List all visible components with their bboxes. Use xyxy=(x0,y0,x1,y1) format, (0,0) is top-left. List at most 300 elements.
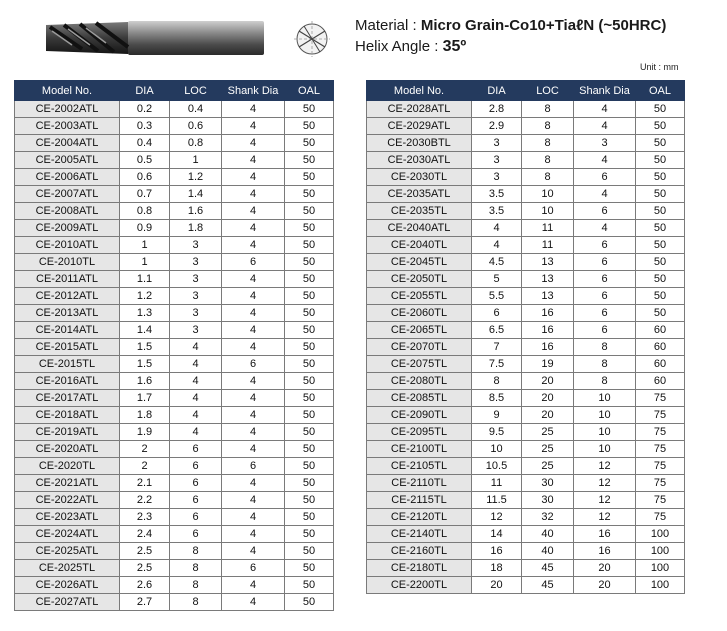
table-header-row xyxy=(15,81,334,101)
loc-cell: 11 xyxy=(522,237,574,254)
oal-cell: 75 xyxy=(636,458,685,475)
oal-cell: 50 xyxy=(636,135,685,152)
oal-cell: 60 xyxy=(636,356,685,373)
model-cell: CE-2030ATL xyxy=(367,152,472,169)
oal-cell: 50 xyxy=(285,322,334,339)
dia-cell: 7 xyxy=(472,339,522,356)
loc-cell: 1 xyxy=(170,152,222,169)
shank-dia-cell: 6 xyxy=(222,560,285,577)
loc-cell: 45 xyxy=(522,560,574,577)
table-row xyxy=(367,373,685,390)
table-row xyxy=(367,288,685,305)
dia-cell: 0.4 xyxy=(120,135,170,152)
spec-table-right xyxy=(366,80,685,594)
dia-cell: 0.9 xyxy=(120,220,170,237)
oal-cell: 50 xyxy=(285,118,334,135)
loc-cell: 1.8 xyxy=(170,220,222,237)
oal-cell: 50 xyxy=(636,152,685,169)
material-spec xyxy=(355,17,666,34)
shank-dia-cell: 4 xyxy=(222,577,285,594)
oal-cell: 50 xyxy=(285,101,334,118)
dia-cell: 11 xyxy=(472,475,522,492)
dia-cell: 1.5 xyxy=(120,356,170,373)
model-cell: CE-2035ATL xyxy=(367,186,472,203)
dia-cell: 1.4 xyxy=(120,322,170,339)
model-cell: CE-2050TL xyxy=(367,271,472,288)
loc-cell: 8 xyxy=(522,169,574,186)
shank-dia-cell: 10 xyxy=(574,441,636,458)
dia-cell: 1.6 xyxy=(120,373,170,390)
table-header-row xyxy=(367,81,685,101)
shank-dia-cell: 10 xyxy=(574,424,636,441)
dia-cell: 1.3 xyxy=(120,305,170,322)
shank-dia-cell: 6 xyxy=(574,237,636,254)
loc-cell: 40 xyxy=(522,543,574,560)
table-row xyxy=(367,509,685,526)
unit-label: Unit : mm xyxy=(640,62,679,72)
oal-cell: 50 xyxy=(285,237,334,254)
table-row xyxy=(15,118,334,135)
table-row xyxy=(367,424,685,441)
dia-cell: 4.5 xyxy=(472,254,522,271)
model-cell: CE-2015ATL xyxy=(15,339,120,356)
model-cell: CE-2018ATL xyxy=(15,407,120,424)
oal-cell: 50 xyxy=(285,152,334,169)
model-cell: CE-2022ATL xyxy=(15,492,120,509)
loc-cell: 8 xyxy=(522,135,574,152)
shank-dia-cell: 3 xyxy=(574,135,636,152)
loc-cell: 3 xyxy=(170,271,222,288)
shank-dia-cell: 6 xyxy=(222,458,285,475)
dia-cell: 20 xyxy=(472,577,522,594)
table-row xyxy=(15,560,334,577)
loc-cell: 1.6 xyxy=(170,203,222,220)
loc-cell: 6 xyxy=(170,475,222,492)
loc-cell: 10 xyxy=(522,186,574,203)
shank-dia-cell: 8 xyxy=(574,373,636,390)
dia-cell: 9.5 xyxy=(472,424,522,441)
oal-cell: 50 xyxy=(285,288,334,305)
oal-cell: 50 xyxy=(285,407,334,424)
shank-dia-cell: 6 xyxy=(222,356,285,373)
table-row xyxy=(367,356,685,373)
table-row xyxy=(367,101,685,118)
table-row xyxy=(15,390,334,407)
dia-cell: 8.5 xyxy=(472,390,522,407)
loc-cell: 13 xyxy=(522,288,574,305)
helix-label: Helix Angle : xyxy=(355,38,439,55)
shank-dia-cell: 4 xyxy=(222,118,285,135)
loc-cell: 20 xyxy=(522,407,574,424)
shank-dia-cell: 20 xyxy=(574,577,636,594)
loc-cell: 32 xyxy=(522,509,574,526)
oal-cell: 50 xyxy=(636,237,685,254)
dia-cell: 3 xyxy=(472,169,522,186)
table-row xyxy=(15,407,334,424)
oal-cell: 50 xyxy=(636,118,685,135)
oal-cell: 50 xyxy=(285,135,334,152)
loc-cell: 25 xyxy=(522,441,574,458)
dia-cell: 2.4 xyxy=(120,526,170,543)
loc-cell: 8 xyxy=(522,101,574,118)
model-cell: CE-2005ATL xyxy=(15,152,120,169)
shank-dia-cell: 8 xyxy=(574,356,636,373)
oal-cell: 75 xyxy=(636,475,685,492)
dia-cell: 0.2 xyxy=(120,101,170,118)
header-loc: LOC xyxy=(522,81,574,101)
loc-cell: 1.2 xyxy=(170,169,222,186)
model-cell: CE-2030TL xyxy=(367,169,472,186)
oal-cell: 50 xyxy=(285,458,334,475)
loc-cell: 0.6 xyxy=(170,118,222,135)
model-cell: CE-2027ATL xyxy=(15,594,120,611)
table-row xyxy=(15,288,334,305)
model-cell: CE-2105TL xyxy=(367,458,472,475)
table-row xyxy=(15,152,334,169)
model-cell: CE-2110TL xyxy=(367,475,472,492)
shank-dia-cell: 6 xyxy=(574,169,636,186)
table-row xyxy=(367,118,685,135)
table-row xyxy=(15,594,334,611)
table-row xyxy=(15,322,334,339)
oal-cell: 100 xyxy=(636,543,685,560)
table-row xyxy=(367,543,685,560)
loc-cell: 0.4 xyxy=(170,101,222,118)
shank-dia-cell: 4 xyxy=(222,526,285,543)
dia-cell: 3 xyxy=(472,135,522,152)
oal-cell: 100 xyxy=(636,560,685,577)
spec-table-left xyxy=(14,80,334,611)
loc-cell: 30 xyxy=(522,492,574,509)
oal-cell: 50 xyxy=(285,254,334,271)
table-row xyxy=(367,271,685,288)
shank-dia-cell: 4 xyxy=(222,220,285,237)
model-cell: CE-2023ATL xyxy=(15,509,120,526)
dia-cell: 0.6 xyxy=(120,169,170,186)
header-loc: LOC xyxy=(170,81,222,101)
table-row xyxy=(367,339,685,356)
dia-cell: 0.8 xyxy=(120,203,170,220)
table-row xyxy=(367,441,685,458)
shank-dia-cell: 6 xyxy=(574,271,636,288)
dia-cell: 1.5 xyxy=(120,339,170,356)
loc-cell: 3 xyxy=(170,237,222,254)
dia-cell: 6 xyxy=(472,305,522,322)
model-cell: CE-2070TL xyxy=(367,339,472,356)
model-cell: CE-2065TL xyxy=(367,322,472,339)
header-oal: OAL xyxy=(636,81,685,101)
model-cell: CE-2016ATL xyxy=(15,373,120,390)
loc-cell: 1.4 xyxy=(170,186,222,203)
loc-cell: 8 xyxy=(170,560,222,577)
table-row xyxy=(367,407,685,424)
loc-cell: 25 xyxy=(522,458,574,475)
model-cell: CE-2002ATL xyxy=(15,101,120,118)
shank-dia-cell: 4 xyxy=(222,441,285,458)
loc-cell: 16 xyxy=(522,322,574,339)
dia-cell: 18 xyxy=(472,560,522,577)
loc-cell: 6 xyxy=(170,441,222,458)
left-table-body xyxy=(15,101,334,611)
model-cell: CE-2085TL xyxy=(367,390,472,407)
loc-cell: 8 xyxy=(170,594,222,611)
model-cell: CE-2006ATL xyxy=(15,169,120,186)
table-row xyxy=(15,101,334,118)
dia-cell: 11.5 xyxy=(472,492,522,509)
table-row xyxy=(15,356,334,373)
model-cell: CE-2090TL xyxy=(367,407,472,424)
oal-cell: 50 xyxy=(285,169,334,186)
oal-cell: 50 xyxy=(285,186,334,203)
loc-cell: 4 xyxy=(170,339,222,356)
shank-dia-cell: 4 xyxy=(574,101,636,118)
loc-cell: 8 xyxy=(170,543,222,560)
helix-value: 35º xyxy=(442,38,467,55)
table-row xyxy=(15,509,334,526)
table-row xyxy=(15,220,334,237)
table-row xyxy=(367,322,685,339)
loc-cell: 16 xyxy=(522,339,574,356)
shank-dia-cell: 4 xyxy=(574,220,636,237)
loc-cell: 11 xyxy=(522,220,574,237)
material-value: Micro Grain-Co10+TiaℓN (~50HRC) xyxy=(420,17,667,34)
dia-cell: 2.3 xyxy=(120,509,170,526)
model-cell: CE-2009ATL xyxy=(15,220,120,237)
table-row xyxy=(367,135,685,152)
dia-cell: 1.2 xyxy=(120,288,170,305)
table-row xyxy=(367,254,685,271)
header-shank-dia: Shank Dia xyxy=(222,81,285,101)
model-cell: CE-2055TL xyxy=(367,288,472,305)
loc-cell: 20 xyxy=(522,373,574,390)
shank-dia-cell: 6 xyxy=(574,254,636,271)
model-cell: CE-2115TL xyxy=(367,492,472,509)
dia-cell: 2.2 xyxy=(120,492,170,509)
oal-cell: 50 xyxy=(285,339,334,356)
header-model: Model No. xyxy=(367,81,472,101)
model-cell: CE-2012ATL xyxy=(15,288,120,305)
dia-cell: 2.8 xyxy=(472,101,522,118)
loc-cell: 6 xyxy=(170,492,222,509)
oal-cell: 50 xyxy=(285,271,334,288)
model-cell: CE-2029ATL xyxy=(367,118,472,135)
table-row xyxy=(15,441,334,458)
table-row xyxy=(15,254,334,271)
loc-cell: 3 xyxy=(170,254,222,271)
shank-dia-cell: 4 xyxy=(574,186,636,203)
model-cell: CE-2030BTL xyxy=(367,135,472,152)
table-row xyxy=(15,203,334,220)
shank-dia-cell: 8 xyxy=(574,339,636,356)
model-cell: CE-2160TL xyxy=(367,543,472,560)
shank-dia-cell: 4 xyxy=(222,594,285,611)
table-row xyxy=(15,373,334,390)
shank-dia-cell: 12 xyxy=(574,458,636,475)
material-label: Material : xyxy=(355,17,417,34)
dia-cell: 2.1 xyxy=(120,475,170,492)
oal-cell: 50 xyxy=(285,526,334,543)
oal-cell: 50 xyxy=(636,186,685,203)
dia-cell: 8 xyxy=(472,373,522,390)
table-row xyxy=(367,526,685,543)
shank-dia-cell: 4 xyxy=(222,186,285,203)
dia-cell: 10 xyxy=(472,441,522,458)
dia-cell: 1.7 xyxy=(120,390,170,407)
model-cell: CE-2010ATL xyxy=(15,237,120,254)
loc-cell: 3 xyxy=(170,288,222,305)
oal-cell: 100 xyxy=(636,577,685,594)
dia-cell: 9 xyxy=(472,407,522,424)
loc-cell: 19 xyxy=(522,356,574,373)
oal-cell: 100 xyxy=(636,526,685,543)
loc-cell: 3 xyxy=(170,322,222,339)
loc-cell: 4 xyxy=(170,356,222,373)
model-cell: CE-2026ATL xyxy=(15,577,120,594)
model-cell: CE-2014ATL xyxy=(15,322,120,339)
dia-cell: 0.3 xyxy=(120,118,170,135)
table-row xyxy=(15,475,334,492)
model-cell: CE-2015TL xyxy=(15,356,120,373)
oal-cell: 50 xyxy=(636,305,685,322)
table-row xyxy=(367,577,685,594)
model-cell: CE-2007ATL xyxy=(15,186,120,203)
loc-cell: 40 xyxy=(522,526,574,543)
shank-dia-cell: 4 xyxy=(222,339,285,356)
dia-cell: 1.9 xyxy=(120,424,170,441)
shank-dia-cell: 16 xyxy=(574,543,636,560)
table-row xyxy=(367,203,685,220)
oal-cell: 75 xyxy=(636,390,685,407)
oal-cell: 50 xyxy=(285,220,334,237)
dia-cell: 6.5 xyxy=(472,322,522,339)
model-cell: CE-2060TL xyxy=(367,305,472,322)
dia-cell: 2.5 xyxy=(120,543,170,560)
model-cell: CE-2025TL xyxy=(15,560,120,577)
dia-cell: 1.8 xyxy=(120,407,170,424)
dia-cell: 2.5 xyxy=(120,560,170,577)
right-table-body xyxy=(367,101,685,594)
table-row xyxy=(15,186,334,203)
oal-cell: 50 xyxy=(285,305,334,322)
model-cell: CE-2140TL xyxy=(367,526,472,543)
dia-cell: 4 xyxy=(472,220,522,237)
table-row xyxy=(15,135,334,152)
shank-dia-cell: 4 xyxy=(222,322,285,339)
table-row xyxy=(15,339,334,356)
table-row xyxy=(15,305,334,322)
model-cell: CE-2021ATL xyxy=(15,475,120,492)
table-row xyxy=(15,526,334,543)
oal-cell: 50 xyxy=(285,356,334,373)
oal-cell: 50 xyxy=(285,543,334,560)
model-cell: CE-2025ATL xyxy=(15,543,120,560)
model-cell: CE-2100TL xyxy=(367,441,472,458)
shank-dia-cell: 4 xyxy=(222,509,285,526)
table-row xyxy=(15,237,334,254)
dia-cell: 3 xyxy=(472,152,522,169)
model-cell: CE-2075TL xyxy=(367,356,472,373)
shank-dia-cell: 4 xyxy=(222,203,285,220)
model-cell: CE-2080TL xyxy=(367,373,472,390)
loc-cell: 30 xyxy=(522,475,574,492)
table-row xyxy=(367,152,685,169)
shank-dia-cell: 4 xyxy=(222,101,285,118)
table-row xyxy=(367,458,685,475)
oal-cell: 75 xyxy=(636,407,685,424)
shank-dia-cell: 4 xyxy=(222,135,285,152)
shank-dia-cell: 10 xyxy=(574,407,636,424)
shank-dia-cell: 4 xyxy=(222,424,285,441)
oal-cell: 50 xyxy=(636,220,685,237)
shank-dia-cell: 4 xyxy=(222,543,285,560)
header-dia: DIA xyxy=(472,81,522,101)
table-row xyxy=(15,424,334,441)
shank-dia-cell: 16 xyxy=(574,526,636,543)
dia-cell: 14 xyxy=(472,526,522,543)
oal-cell: 50 xyxy=(636,203,685,220)
dia-cell: 4 xyxy=(472,237,522,254)
shank-dia-cell: 4 xyxy=(222,390,285,407)
model-cell: CE-2008ATL xyxy=(15,203,120,220)
oal-cell: 50 xyxy=(285,509,334,526)
loc-cell: 4 xyxy=(170,373,222,390)
loc-cell: 13 xyxy=(522,254,574,271)
loc-cell: 6 xyxy=(170,458,222,475)
loc-cell: 8 xyxy=(522,118,574,135)
model-cell: CE-2040ATL xyxy=(367,220,472,237)
table-row xyxy=(15,577,334,594)
shank-dia-cell: 6 xyxy=(574,288,636,305)
shank-dia-cell: 12 xyxy=(574,492,636,509)
header-dia: DIA xyxy=(120,81,170,101)
shank-dia-cell: 4 xyxy=(222,407,285,424)
shank-dia-cell: 10 xyxy=(574,390,636,407)
dia-cell: 5.5 xyxy=(472,288,522,305)
oal-cell: 50 xyxy=(285,373,334,390)
loc-cell: 16 xyxy=(522,305,574,322)
dia-cell: 1 xyxy=(120,254,170,271)
model-cell: CE-2017ATL xyxy=(15,390,120,407)
flute-profile-icon xyxy=(290,17,334,61)
loc-cell: 3 xyxy=(170,305,222,322)
dia-cell: 2.6 xyxy=(120,577,170,594)
loc-cell: 4 xyxy=(170,424,222,441)
header-model: Model No. xyxy=(15,81,120,101)
shank-dia-cell: 4 xyxy=(574,152,636,169)
table-row xyxy=(367,492,685,509)
table-row xyxy=(15,169,334,186)
model-cell: CE-2013ATL xyxy=(15,305,120,322)
shank-dia-cell: 4 xyxy=(574,118,636,135)
model-cell: CE-2120TL xyxy=(367,509,472,526)
model-cell: CE-2200TL xyxy=(367,577,472,594)
table-row xyxy=(15,492,334,509)
helix-spec xyxy=(355,38,466,56)
shank-dia-cell: 4 xyxy=(222,475,285,492)
shank-dia-cell: 6 xyxy=(574,322,636,339)
table-row xyxy=(15,543,334,560)
dia-cell: 2 xyxy=(120,458,170,475)
oal-cell: 50 xyxy=(285,475,334,492)
model-cell: CE-2028ATL xyxy=(367,101,472,118)
loc-cell: 25 xyxy=(522,424,574,441)
shank-dia-cell: 4 xyxy=(222,237,285,254)
shank-dia-cell: 12 xyxy=(574,509,636,526)
dia-cell: 1 xyxy=(120,237,170,254)
oal-cell: 50 xyxy=(285,577,334,594)
table-row xyxy=(367,169,685,186)
loc-cell: 13 xyxy=(522,271,574,288)
